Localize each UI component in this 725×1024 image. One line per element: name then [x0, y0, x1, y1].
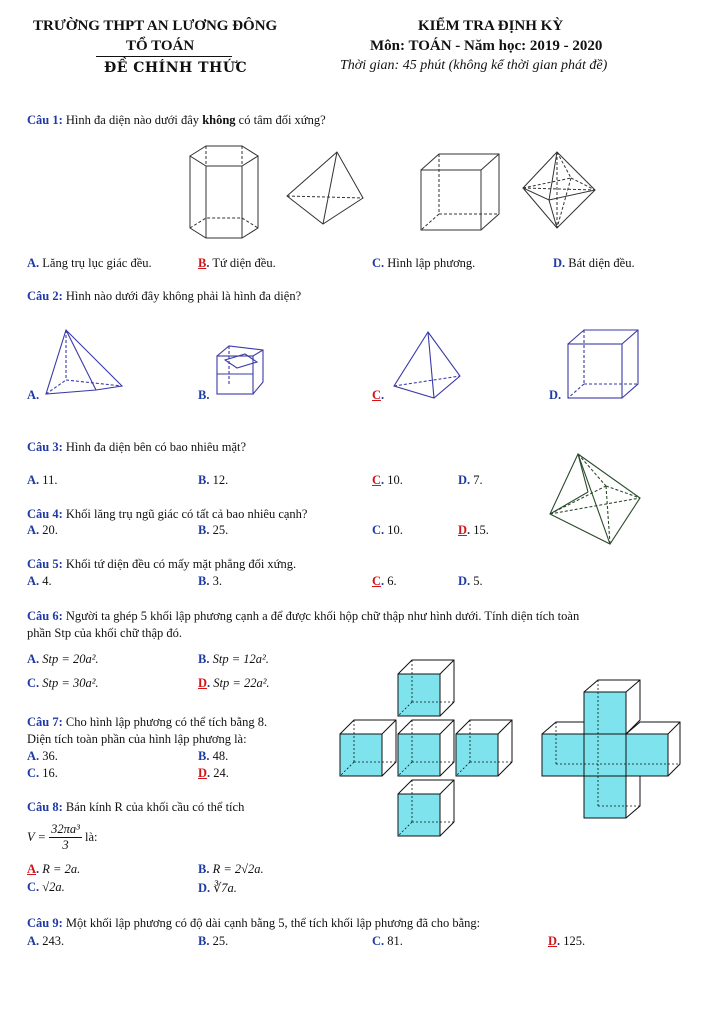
q1-option-b[interactable]	[198, 256, 276, 271]
assembled-cross-figure	[542, 678, 682, 828]
q3-option-a[interactable]	[27, 473, 57, 488]
question-text: Người ta ghép 5 khối lập phương cạnh a để được khối hộp chữ thập như hình dưới. Tính diện tích toàn	[65, 609, 580, 623]
option-text: 11.	[42, 473, 58, 487]
header-underline	[96, 56, 232, 57]
option-dot: .	[557, 934, 561, 948]
hexagonal-prism-figure	[186, 142, 262, 242]
q7-option-c[interactable]	[27, 766, 58, 781]
option-letter: C.	[372, 934, 385, 948]
option-text: Hình lập phương.	[387, 256, 476, 270]
q6-option-c[interactable]	[27, 676, 99, 691]
q5-option-d[interactable]	[458, 574, 483, 589]
question-5	[27, 557, 296, 572]
option-letter: A.	[27, 934, 40, 948]
q2-option-a[interactable]: A.	[27, 388, 40, 402]
option-dot: .	[381, 574, 385, 588]
q2-option-c[interactable]	[372, 388, 384, 403]
formula-lhs: V =	[27, 830, 46, 844]
option-text: R = 2√2a.	[212, 862, 264, 876]
q9-option-a[interactable]	[27, 934, 64, 949]
school-name: TRƯỜNG THPT AN LƯƠNG ĐÔNG	[33, 18, 278, 34]
option-dot: .	[36, 862, 40, 876]
question-label: Câu 2:	[27, 289, 63, 303]
option-letter: B.	[198, 652, 210, 666]
option-text: √2a.	[42, 880, 65, 894]
question-label: Câu 8:	[27, 800, 63, 814]
q1-option-a[interactable]	[27, 256, 152, 271]
option-text: 10.	[387, 473, 403, 487]
option-text: 5.	[473, 574, 483, 588]
option-letter: B.	[198, 574, 210, 588]
q2-option-b[interactable]: B.	[198, 388, 210, 402]
option-dot: .	[381, 473, 385, 487]
cube-figure	[417, 150, 503, 234]
q6-option-a[interactable]	[27, 652, 99, 667]
option-letter-correct: C	[372, 388, 382, 402]
formula-denominator: 3	[62, 838, 69, 852]
q3-option-d[interactable]	[458, 473, 483, 488]
question-6	[27, 609, 579, 624]
question-text: có tâm đối xứng?	[235, 113, 326, 127]
q8-option-c[interactable]	[27, 880, 65, 895]
option-text: Tứ diện đều.	[212, 256, 276, 270]
option-dot: .	[467, 523, 471, 537]
question-text: Bán kính R của khối cầu có thể tích	[65, 800, 245, 814]
q3-octahedron-figure	[548, 452, 642, 546]
q4-option-b[interactable]	[198, 523, 228, 538]
department: TỔ TOÁN	[126, 38, 195, 54]
option-letter-correct: A	[27, 862, 37, 876]
tetrahedron-figure	[283, 150, 367, 230]
option-text: Stp = 20a².	[42, 652, 99, 666]
option-text: 7.	[473, 473, 483, 487]
option-text: Bát diện đều.	[568, 256, 635, 270]
question-7	[27, 715, 267, 730]
option-letter: A.	[27, 652, 40, 666]
option-text: 36.	[42, 749, 58, 763]
q2-figure-c	[390, 330, 462, 400]
question-7-line2: Diện tích toàn phần của hình lập phương là:	[27, 732, 247, 746]
question-text: Khối tứ diện đều có mấy mặt phẳng đối xứng.	[65, 557, 297, 571]
q1-option-d[interactable]	[553, 256, 635, 271]
option-text: 25.	[212, 523, 229, 537]
option-letter-correct: D	[548, 934, 558, 948]
formula-tail: là:	[85, 830, 98, 844]
question-label: Câu 1:	[27, 113, 63, 127]
option-dot: .	[206, 256, 210, 270]
option-text: 243.	[42, 934, 65, 948]
octahedron-figure	[519, 150, 599, 230]
q9-option-c[interactable]	[372, 934, 403, 949]
question-text: Hình đa diện bên có bao nhiêu mặt?	[65, 440, 247, 454]
subject-year: Môn: TOÁN - Năm học: 2019 - 2020	[370, 38, 603, 54]
option-letter-correct: D	[458, 523, 468, 537]
option-letter-correct: D	[198, 766, 208, 780]
option-dot: .	[207, 676, 211, 690]
q4-option-a[interactable]	[27, 523, 58, 538]
q6-option-d[interactable]	[198, 676, 270, 691]
q7-option-b[interactable]	[198, 749, 228, 764]
option-letter: B.	[198, 473, 210, 487]
option-letter: C.	[27, 766, 40, 780]
q7-option-a[interactable]	[27, 749, 58, 764]
option-text: Lăng trụ lục giác đều.	[42, 256, 152, 270]
question-3	[27, 440, 246, 455]
option-letter: B.	[198, 749, 210, 763]
question-label: Câu 4:	[27, 507, 63, 521]
q2-figure-a	[40, 328, 124, 398]
question-text: Khối lăng trụ ngũ giác có tất cả bao nhiêu cạnh?	[65, 507, 308, 521]
exam-time: Thời gian: 45 phút (không kể thời gian phát đề)	[340, 58, 608, 73]
option-letter: D.	[553, 256, 566, 270]
option-letter: C.	[372, 256, 385, 270]
option-letter: A.	[27, 256, 40, 270]
option-text: 20.	[42, 523, 58, 537]
option-letter: A.	[27, 749, 40, 763]
q8-option-b[interactable]	[198, 862, 264, 877]
option-text: Stp = 12a².	[212, 652, 269, 666]
option-text: 24.	[213, 766, 229, 780]
question-text: Hình đa diện nào dưới đây	[65, 113, 203, 127]
option-letter: C.	[27, 880, 40, 894]
q3-option-c[interactable]	[372, 473, 403, 488]
question-6-line2: phần Stp của khối chữ thập đó.	[27, 626, 183, 640]
option-letter: D.	[198, 881, 211, 895]
question-8	[27, 800, 244, 815]
exam-title: KIỂM TRA ĐỊNH KỲ	[418, 18, 564, 34]
question-1	[27, 113, 326, 128]
q9-option-d[interactable]	[548, 934, 585, 949]
question-label: Câu 7:	[27, 715, 63, 729]
option-text: Stp = 22a².	[213, 676, 270, 690]
q4-option-c[interactable]	[372, 523, 403, 538]
q7-option-d[interactable]	[198, 766, 229, 781]
option-letter-correct: B	[198, 256, 207, 270]
question-4	[27, 507, 307, 522]
q3-option-b[interactable]	[198, 473, 228, 488]
cube-cross-net-figure	[338, 660, 518, 840]
option-letter: B.	[198, 934, 210, 948]
question-text: Hình nào dưới đây không phải là hình đa diện?	[65, 289, 302, 303]
q9-option-b[interactable]	[198, 934, 228, 949]
option-dot: .	[207, 766, 211, 780]
q8-option-a[interactable]	[27, 862, 80, 877]
q2-option-d[interactable]: D.	[549, 388, 562, 402]
q2-figure-d	[566, 328, 640, 400]
option-dot: .	[381, 388, 385, 402]
question-label: Câu 5:	[27, 557, 63, 571]
option-text: 125.	[563, 934, 586, 948]
option-text: 3.	[212, 574, 222, 588]
official-exam-stamp: ĐỀ CHÍNH THỨC	[104, 60, 248, 76]
question-text: Một khối lập phương có độ dài cạnh bằng 5, thể tích khối lập phương đã cho bằng:	[65, 916, 481, 930]
option-letter: A.	[27, 473, 40, 487]
option-letter: C.	[372, 523, 385, 537]
option-text: 15.	[473, 523, 489, 537]
question-9	[27, 916, 480, 931]
emphasis: không	[202, 113, 236, 127]
option-text: ∛7a.	[213, 881, 237, 895]
option-text: 10.	[387, 523, 403, 537]
volume-formula	[27, 822, 98, 853]
option-text: 12.	[212, 473, 229, 487]
option-letter: C.	[27, 676, 40, 690]
option-text: 25.	[212, 934, 229, 948]
q1-option-c[interactable]	[372, 256, 475, 271]
q6-option-b[interactable]	[198, 652, 269, 667]
option-text: 48.	[212, 749, 229, 763]
option-text: 6.	[387, 574, 397, 588]
q8-option-d[interactable]	[198, 880, 237, 896]
option-text: R = 2a.	[42, 862, 81, 876]
option-text: Stp = 30a².	[42, 676, 99, 690]
option-letter: D.	[458, 473, 471, 487]
option-text: 4.	[42, 574, 52, 588]
q2-figure-b	[215, 344, 267, 398]
option-text: 16.	[42, 766, 58, 780]
option-letter: B.	[198, 523, 210, 537]
option-text: 81.	[387, 934, 403, 948]
option-letter-correct: D	[198, 676, 208, 690]
question-label: Câu 3:	[27, 440, 63, 454]
formula-numerator: 32πa³	[51, 822, 80, 836]
option-letter: D.	[458, 574, 471, 588]
q5-option-a[interactable]	[27, 574, 52, 589]
question-label: Câu 6:	[27, 609, 63, 623]
q4-option-d[interactable]	[458, 523, 489, 538]
q5-option-c[interactable]	[372, 574, 397, 589]
option-letter: A.	[27, 574, 40, 588]
option-letter: B.	[198, 862, 210, 876]
option-letter-correct: C	[372, 574, 382, 588]
option-letter: A.	[27, 523, 40, 537]
question-label: Câu 9:	[27, 916, 63, 930]
option-letter-correct: C	[372, 473, 382, 487]
question-text: Cho hình lập phương có thể tích bằng 8.	[65, 715, 268, 729]
q5-option-b[interactable]	[198, 574, 222, 589]
question-2	[27, 289, 301, 304]
